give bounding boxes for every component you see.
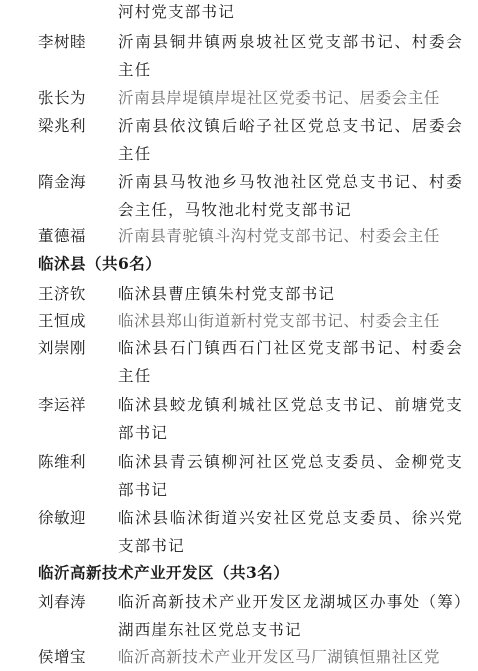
entry-name: 张长为 bbox=[38, 89, 87, 107]
section-heading: 临沂高新技术产业开发区（共3名） bbox=[38, 563, 290, 582]
entry-role: 沂南县马牧池乡马牧池社区党总支书记、村委会主任，马牧池北村党支部书记 bbox=[118, 173, 463, 219]
entry-role: 临沂高新技术产业开发区马厂湖镇恒鼎社区党 bbox=[118, 648, 441, 666]
entry-role: 沂南县青驼镇斗沟村党支部书记、村委会主任 bbox=[118, 227, 441, 245]
entry-role: 河村党支部书记 bbox=[118, 3, 235, 21]
entry-name: 陈维利 bbox=[38, 453, 87, 471]
entry-role: 沂南县岸堤镇岸堤社区党委书记、居委会主任 bbox=[118, 89, 441, 107]
entry-name: 李树睦 bbox=[38, 33, 87, 51]
entry-role: 临沭县临沭街道兴安社区党总支委员、徐兴党支部书记 bbox=[118, 509, 463, 555]
entry-role: 临沭县青云镇柳河社区党总支委员、金柳党支部书记 bbox=[118, 453, 463, 499]
entry-name: 李运祥 bbox=[38, 396, 87, 414]
entry-role: 临沭县郑山街道新村党支部书记、村委会主任 bbox=[118, 312, 441, 330]
entry-role: 沂南县铜井镇两泉坡社区党支部书记、村委会主任 bbox=[118, 33, 463, 79]
entry-role: 沂南县依汶镇后峪子社区党总支书记、居委会主任 bbox=[118, 117, 463, 163]
section-heading: 临沭县（共6名） bbox=[38, 254, 162, 273]
entry-name: 刘崇刚 bbox=[38, 339, 87, 357]
entry-name: 侯增宝 bbox=[38, 648, 87, 666]
entry-name: 隋金海 bbox=[38, 173, 87, 191]
entry-role: 临沭县石门镇西石门社区党支部书记、村委会主任 bbox=[118, 339, 463, 385]
entry-name: 刘春涛 bbox=[38, 593, 87, 611]
entry-name: 王济钦 bbox=[38, 285, 87, 303]
entry-name: 王恒成 bbox=[38, 312, 87, 330]
entry-name: 梁兆利 bbox=[38, 117, 87, 135]
entry-name: 徐敏迎 bbox=[38, 509, 87, 527]
entry-name: 董德福 bbox=[38, 227, 87, 245]
entry-role: 临沭县蛟龙镇利城社区党总支书记、前塘党支部书记 bbox=[118, 396, 463, 442]
entry-role: 临沭县曹庄镇朱村党支部书记 bbox=[118, 285, 336, 303]
entry-role: 临沂高新技术产业开发区龙湖城区办事处（筹）湖西崖东社区党总支书记 bbox=[118, 593, 463, 639]
